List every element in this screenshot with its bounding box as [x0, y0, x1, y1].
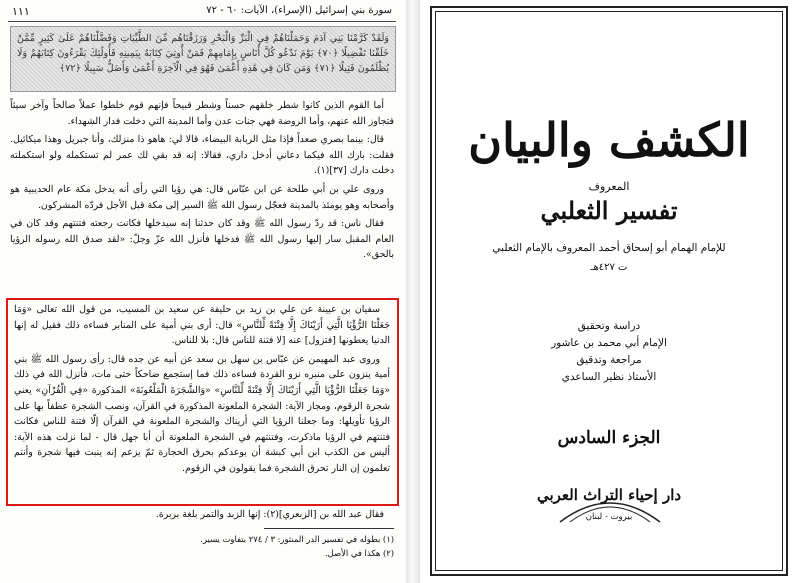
volume-label: الجزء السادس [557, 428, 661, 448]
credit-line: الأستاذ نظير الساعدي [561, 371, 657, 383]
credit-line: دراسة وتحقيق [577, 320, 641, 332]
credit-line: مراجعة وتدقيق [576, 354, 642, 366]
editorial-credits [480, 318, 738, 386]
commentary-text-top [10, 98, 394, 298]
footnote: (١) بطوله في تفسير الدر المنثور: ٣ / ٢٧٤ بتفاوت يسير. [200, 534, 394, 544]
page-header [8, 3, 396, 22]
footnote: (٢) هكذا في الأصل. [324, 548, 394, 558]
subtitle-prefix: المعروف [588, 180, 630, 193]
commentary-text-bottom [10, 507, 394, 525]
paragraph: سفيان بن عيينة عن علي بن زيد بن حليفة عن سعيد بن المسيب، من قول الله تعالى «وَمَا جَعَلْنَا الرُّؤْيَا الَّتِي أَرَيْنَاكَ إِلَّا فِتْنَةً لِّلنَّاسِ» قال: أرى بني أمية على المنابر فساءه ذلك فقيل له إنها الدنيا يعطونها [فتزول] عنه [لا فتنة للناس قال: بلا للناس. [14, 304, 390, 347]
paragraph: قال: بينما بصري صعداً فإذا مثل الربابة البيضاء، قالا لي: هاهو ذا منزلك، وأنا جبريل وهذا ميكائيل. فقلت: بارك الله فيكما دعاني أدخل داري، فقالا: إنه قد بقي لك عمر لم تستكمله ولو استكملته دخلت دارك [٣٧](١). [10, 134, 394, 177]
paragraph: وروى علي بن أبي طلحة عن ابن عبّاس قال: هي رؤيا التي رأى أنه يدخل مكة عام الحديبية هو وأصحابه وهو يومئذ بالمدينة فعجّل رسول الله ﷺ السير إلى مكة قبل الأجل فردّه المشركون. [10, 183, 394, 211]
quran-verse-box: وَلَقَدْ كَرَّمْنَا بَنِي آدَمَ وَحَمَلْنَاهُمْ فِي الْبَرِّ وَالْبَحْرِ وَرَزَقْنَاهُم مِّنَ الطَّيِّبَاتِ وَفَضَّلْنَاهُمْ عَلَىٰ كَثِيرٍ مِّمَّنْ خَلَقْنَا تَفْضِيلًا ﴿٧٠﴾ يَوْمَ نَدْعُو كُلَّ أُنَاسٍ بِإِمَامِهِمْ فَمَنْ أُوتِيَ كِتَابَهُ بِيَمِينِهِ فَأُولَٰئِكَ يَقْرَءُونَ كِتَابَهُمْ وَلَا يُظْلَمُونَ فَتِيلًا ﴿٧١﴾ وَمَن كَانَ فِي هَٰذِهِ أَعْمَىٰ فَهُوَ فِي الْآخِرَةِ أَعْمَىٰ وَأَضَلُّ سَبِيلًا ﴿٧٢﴾ [10, 26, 396, 92]
paragraph: فقال عبد الله بن [الزبعري](٢): إنها الزبد والتمر بلغة بربرة. [155, 509, 384, 520]
book-subtitle: تفسير الثعلبي [540, 196, 678, 225]
publisher-name: دار إحياء التراث العربي [536, 486, 682, 504]
death-year: ت ٤٢٧هـ [590, 262, 628, 273]
page-number: ١١١ [12, 5, 30, 18]
right-page-title-page [420, 0, 796, 583]
publisher-city: بيروت - لبنان [585, 512, 633, 522]
footnotes [10, 532, 394, 580]
credit-line: الإمام أبي محمد بن عاشور [551, 337, 667, 349]
author-line: للإمام الهمام أبو إسحاق أحمد المعروف بالإمام الثعلبي [492, 242, 726, 254]
paragraph: فقال ناس: قد ردّ رسول الله ﷺ وقد كان حدثنا إنه سيدخلها فكانت رجعته فتنتهم وقد كان في العام المقبل سار إليها رسول الله ﷺ فدخلها فأنزل الله عزّ وجلّ: «لقد صدق الله رسوله الرؤيا بالحق». [10, 218, 394, 261]
book-title: الكشف والبيان [468, 113, 750, 167]
book-gutter [406, 0, 420, 583]
footnote-divider [264, 528, 394, 529]
surah-title: سورة بني إسرائيل (الإسراء)، الآيات: ٦٠ - ٧٢ [206, 5, 392, 16]
commentary-text-highlighted [14, 302, 390, 502]
paragraph: أما القوم الذين كانوا شطر خلقهم حسناً وشطر قبيحاً فإنهم قوم خلطوا عملاً صالحاً وآخر سيئاً فتجاوز الله عنهم، وأما الروضة فهي جنات عدن وأما المدينة التي دخلت فدار الشهداء. [10, 100, 394, 127]
paragraph: وروى عبد المهيمن عن عبّاس بن سهل بن سعد عن أبيه عن جده قال: رأى رسول الله ﷺ بني أمية ينزون على منبره نزو القردة فساءه ذلك فما إستجمع ضاحكاً حتى مات، فأنزل الله في ذلك «وَمَا جَعَلْنَا الرُّؤْيَا الَّتِي أَرَيْنَاكَ إِلَّا فِتْنَةً لِّلنَّاسِ» «وَالشَّجَرَةَ الْمَلْعُونَةَ» المذكورة «فِي الْقُرْآنِ» يعني شجرة الزقوم، ومجاز الآية: الشجرة الملعونة المذكورة في القرآن، ونصب الشجرة عطفاً بها على الرؤيا تأويلها: وما جعلنا الرؤيا التي أريناك والشجرة الملعونة في القرآن إلّا فتنة للناس فكانت فتنتهم في الرؤيا ماذكرت، وفتنتهم في الشجرة الملعونة أن أبا جهل قال - لما نزلت هذه الآية: أليس من الكذب ابن أبي كبشة أن يوعدكم بحرق الحجارة ثمّ يزعم إنه ينبت فيها شجرة وأنتم تعلمون إن النار تحرق الشجرة فما يقولون في الزقوم. [14, 353, 390, 474]
